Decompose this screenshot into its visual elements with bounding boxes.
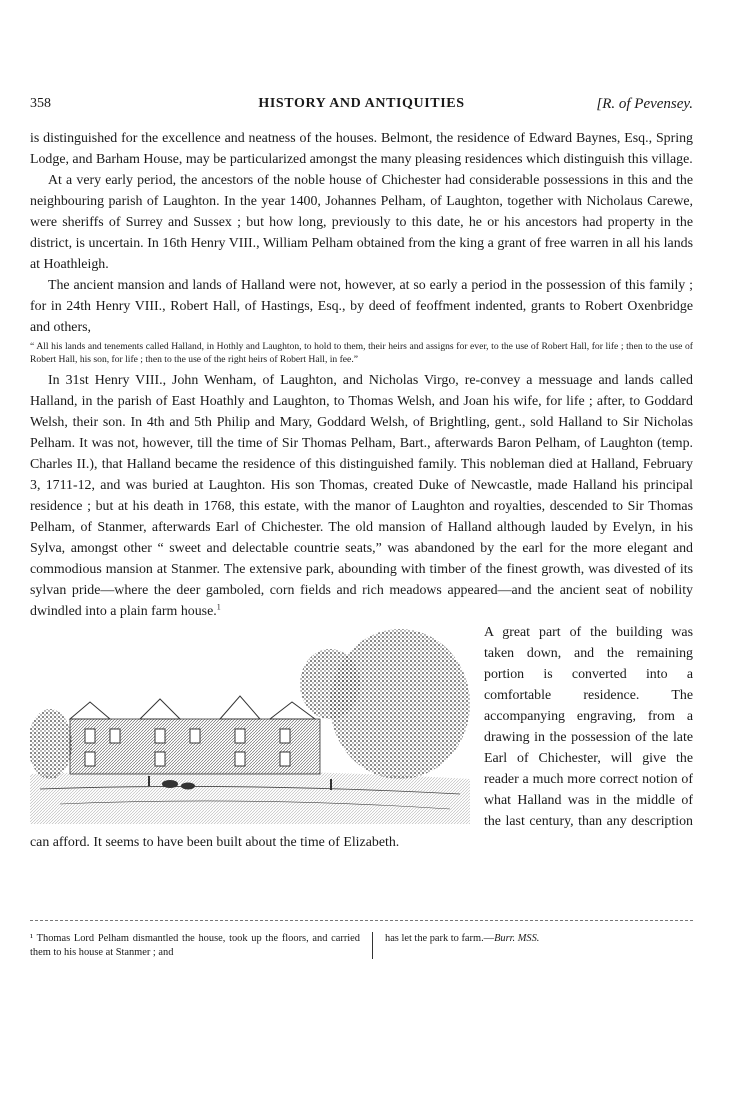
- paragraph-2: At a very early period, the ancestors of the noble house of Chichester had considerable possessions in this and the neighbouring parish of Laughton. In the year 1400, Johannes Pelham, of Laughton, together with Nicholaus Carewe, were sheriffs of Surrey and Sussex ; but how long, previously to this date, he or his ancestors had property in the district, is uncertain. In 16th Henry VIII., William Pelham obtained from the king a grant of free warren in all his lands at Hoathleigh.: [30, 173, 693, 272]
- running-header: [30, 96, 693, 118]
- page-number: 358: [30, 96, 51, 111]
- footnotes: [30, 932, 693, 959]
- footnote-1-right-text: has let the park to farm.—: [385, 933, 495, 944]
- paragraph-4: [30, 370, 693, 622]
- footnote-marker: 1: [216, 602, 221, 612]
- mansion: [70, 696, 320, 774]
- paragraph-4-continuation: A great part of the building was taken down, and the remaining portion is converted into a comfortable residence. The accompanying engraving, from a drawing in the possession of the late Earl of Chichester, will give the reader a much more correct notion of what Halland was in the middle of the last century, than any description can afford. It seems to have been built about the time of Elizabeth.: [30, 625, 693, 850]
- tree-middle: [300, 649, 360, 719]
- meadow: [30, 771, 470, 824]
- paragraph-4-part-1: In 31st Henry VIII., John Wenham, of Laughton, and Nicholas Virgo, re-convey a messuage and lands called Halland, in the parish of East Hoathly and Laughton, to Thomas Welsh, and Joan his wife, for life ; after, to Goddard Welsh, their son. In 4th and 5th Philip and Mary, Goddard Welsh, of Brightling, gent., sold Halland to Sir Nicholas Pelham. It was not, however, till the time of Sir Thomas Pelham, Bart., afterwards Baron Pelham, of Laughton (temp. Charles II.), that Halland became the residence of this distinguished family. This nobleman died at Halland, February 3, 1711-12, and was buried at Laughton. His son Thomas, created Duke of Newcastle, made Halland his principal residence ; but at his death in 1768, this estate, with the manor of Laughton and royalties, descended to Sir Thomas Pelham, of Stanmer, afterwards Earl of Chichester. The old mansion of Halland although lauded by Evelyn, in his Sylva, amongst other “ sweet and delectable countrie seats,” was abandoned by the earl for the more elegant and commodious mansion at Stanmer. The extensive park, abounding with timber of the finest growth, was divested of its sylvan pride—where the deer gamboled, corn fields and rich meadows appeared—and the ancient seat of nobility dwindled into a plain farm house.: [30, 373, 693, 619]
- tree-left: [30, 709, 72, 779]
- footnote-1-right: [373, 932, 539, 959]
- paragraph-3: The ancient mansion and lands of Halland were not, however, at so early a period in the possession of this family ; for in 24th Henry VIII., Robert Hall, of Hastings, Esq., by deed of feoffment indented, grants to Robert Oxenbridge and others,: [30, 278, 693, 335]
- footnote-source: Burr. MSS.: [494, 933, 540, 944]
- footnote-1-left: ¹ Thomas Lord Pelham dismantled the house, took up the floors, and carried them to his house at Stanmer ; and: [30, 932, 373, 959]
- section-reference: [596, 96, 693, 113]
- footnote-divider: [30, 920, 693, 921]
- body-text: [30, 128, 693, 853]
- running-title: HISTORY AND ANTIQUITIES: [258, 96, 465, 111]
- section-reference-text: [R. of Pevensey.: [596, 96, 693, 112]
- halland-engraving: [30, 624, 470, 824]
- deed-quotation: “ All his lands and tenements called Halland, in Hothly and Laughton, to hold to them, their heirs and assigns for ever, to the use of Robert Hall, for life ; then to the use of Robert Hall, his son, for life ; then to the use of the right heirs of Robert Hall, in fee.”: [30, 341, 693, 365]
- engraving-illustration: [30, 624, 470, 824]
- paragraph-1: is distinguished for the excellence and neatness of the houses. Belmont, the residence of Edward Baynes, Esq., Spring Lodge, and Barham House, may be particularized amongst the many pleasing residences which distinguish this village.: [30, 131, 693, 167]
- book-page: [30, 96, 693, 853]
